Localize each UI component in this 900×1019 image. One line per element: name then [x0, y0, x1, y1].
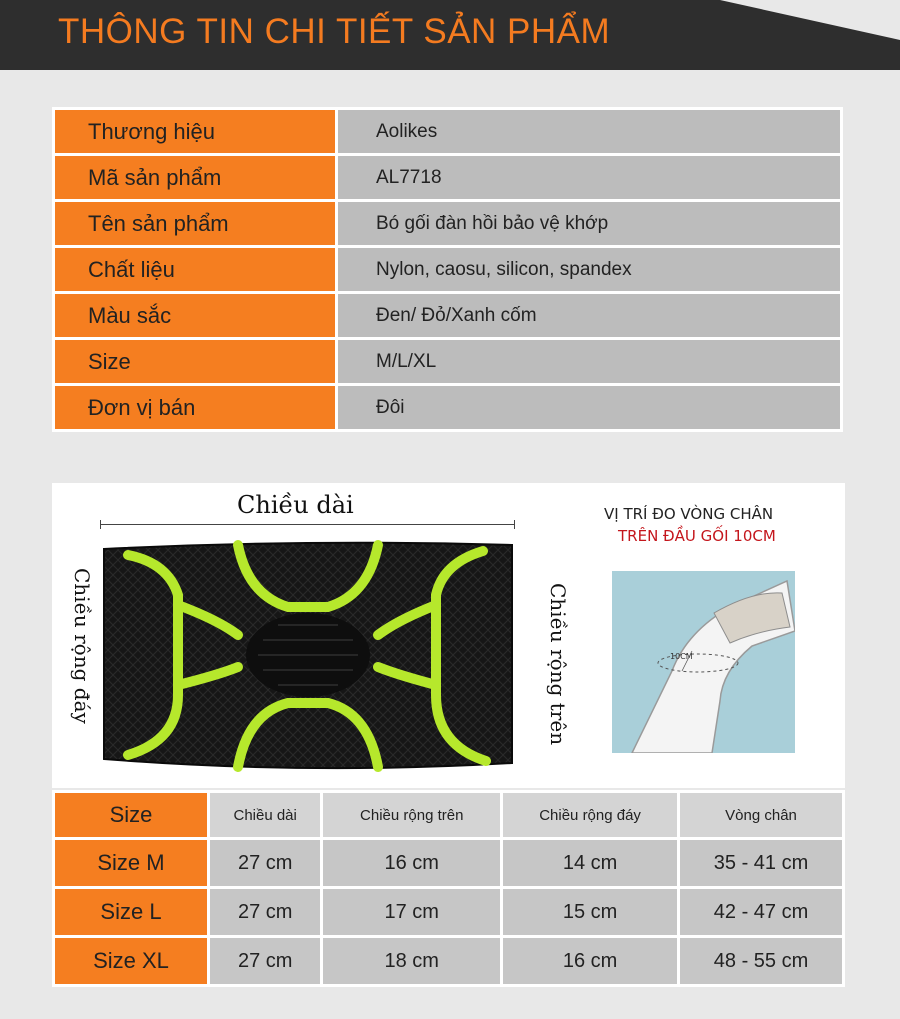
spec-value: Đôi	[337, 385, 842, 431]
spec-row-code	[54, 155, 842, 201]
spec-value: Bó gối đàn hồi bảo vệ khớp	[337, 201, 842, 247]
knee-measure-image	[612, 571, 795, 753]
measure-subtitle: TRÊN ĐẦU GỐI 10CM	[618, 527, 776, 545]
spec-label: Màu sắc	[54, 293, 337, 339]
size-cell: 17 cm	[322, 888, 502, 937]
size-cell: 16 cm	[502, 937, 679, 986]
size-cell: 27 cm	[209, 839, 322, 888]
size-header-cell: Chiều rộng trên	[322, 792, 502, 839]
bottom-width-label: Chiều rộng đáy	[70, 568, 94, 724]
spec-value: Aolikes	[337, 109, 842, 155]
spec-label: Đơn vị bán	[54, 385, 337, 431]
size-header-cell: Chiều dài	[209, 792, 322, 839]
spec-value: M/L/XL	[337, 339, 842, 385]
size-row-xl	[54, 937, 844, 986]
spec-value: Nylon, caosu, silicon, spandex	[337, 247, 842, 293]
length-dimension-line	[100, 524, 514, 525]
size-cell: 27 cm	[209, 888, 322, 937]
top-width-label: Chiều rộng trên	[546, 583, 570, 746]
size-name-cell: Size M	[54, 839, 209, 888]
size-table	[52, 790, 845, 987]
size-header-cell: Size	[54, 792, 209, 839]
spec-value: AL7718	[337, 155, 842, 201]
knee-sleeve-image	[98, 535, 518, 775]
spec-row-unit	[54, 385, 842, 431]
knee-marker-label: 10CM	[670, 652, 693, 661]
size-cell: 15 cm	[502, 888, 679, 937]
size-cell: 27 cm	[209, 937, 322, 986]
spec-label: Chất liệu	[54, 247, 337, 293]
spec-value: Đen/ Đỏ/Xanh cốm	[337, 293, 842, 339]
size-header-cell: Vòng chân	[679, 792, 844, 839]
size-row-l	[54, 888, 844, 937]
spec-row-size	[54, 339, 842, 385]
spec-label: Tên sản phẩm	[54, 201, 337, 247]
size-cell: 48 - 55 cm	[679, 937, 844, 986]
length-tick-left	[100, 520, 101, 529]
length-tick-right	[514, 520, 515, 529]
size-cell: 35 - 41 cm	[679, 839, 844, 888]
spec-row-name	[54, 201, 842, 247]
product-diagram-panel	[52, 483, 845, 788]
size-name-cell: Size XL	[54, 937, 209, 986]
measure-title: VỊ TRÍ ĐO VÒNG CHÂN	[604, 505, 774, 523]
spec-row-color	[54, 293, 842, 339]
size-table-header	[54, 792, 844, 839]
spec-label: Mã sản phẩm	[54, 155, 337, 201]
size-cell: 14 cm	[502, 839, 679, 888]
size-header-cell: Chiều rộng đáy	[502, 792, 679, 839]
size-cell: 16 cm	[322, 839, 502, 888]
size-cell: 42 - 47 cm	[679, 888, 844, 937]
spec-label: Thương hiệu	[54, 109, 337, 155]
length-label: Chiều dài	[237, 491, 354, 519]
page-title: THÔNG TIN CHI TIẾT SẢN PHẨM	[58, 12, 611, 51]
size-cell: 18 cm	[322, 937, 502, 986]
size-name-cell: Size L	[54, 888, 209, 937]
header-corner-cut	[720, 0, 900, 40]
spec-table	[52, 107, 843, 432]
header-bar	[0, 0, 900, 70]
spec-label: Size	[54, 339, 337, 385]
spec-row-brand	[54, 109, 842, 155]
spec-row-material	[54, 247, 842, 293]
size-row-m	[54, 839, 844, 888]
